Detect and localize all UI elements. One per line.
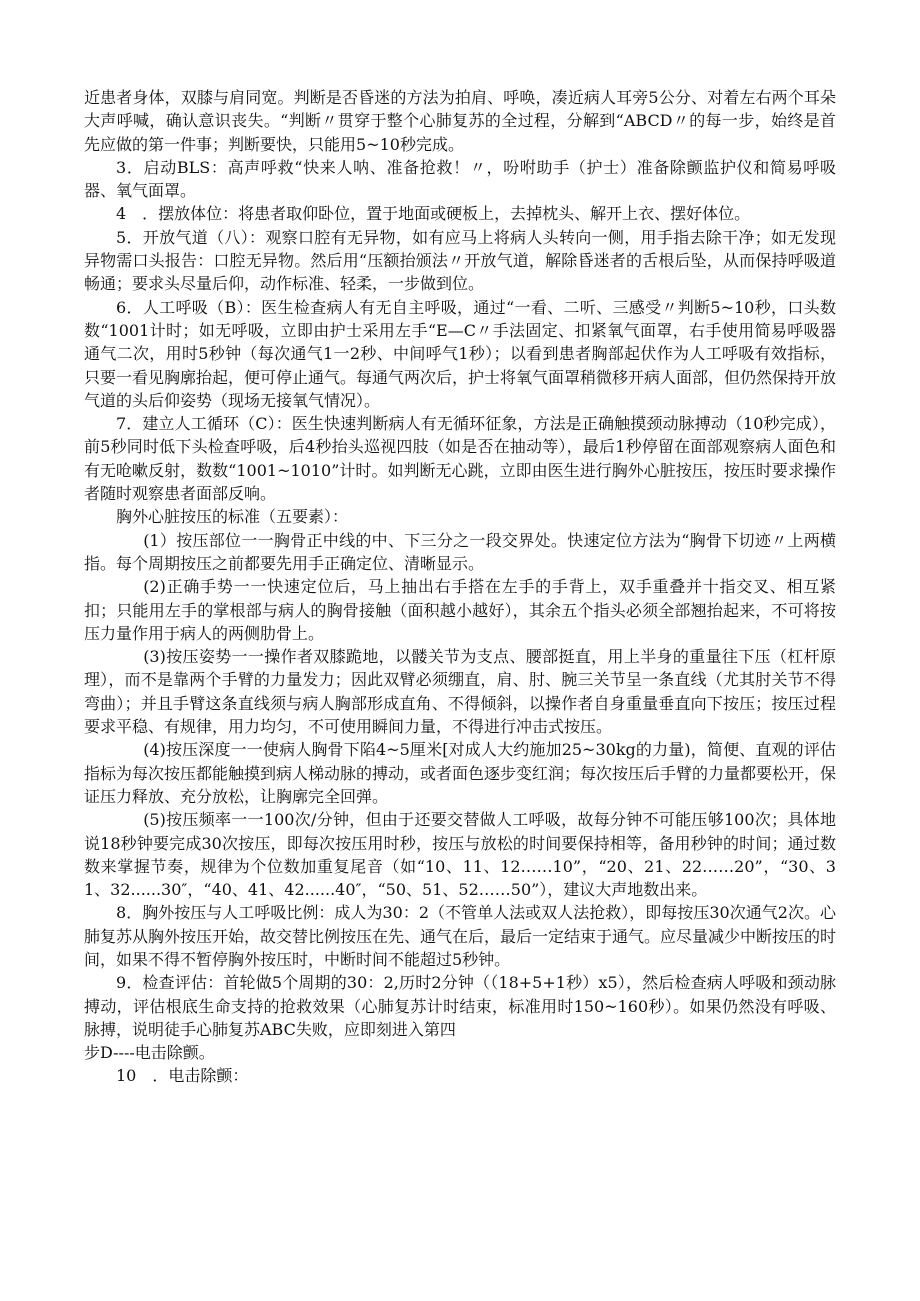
paragraph-compression-posture: (3)按压姿势一一操作者双膝跪地，以髅关节为支点、腰部挺直，用上半身的重量往下压（杠杆原理），而不是靠两个手臂的力量发力；因此双臂必须绷直，肩、肘、腕三关节呈一条直线（尤其肘关节不得弯曲）；并且手臂这条直线须与病人胸部形成直角、不得倾斜，以操作者自身重量垂直向下按压；按压过程要求平稳、有规律，用力均匀，不可使用瞬间力量，不得进行冲击式按压。 xyxy=(84,647,836,737)
paragraph-step-6: 6．人工呼吸（B）：医生检查病人有无自主呼吸，通过“一看、二听、三感受〃判断5~10秒，口头数数“1001计时；如无呼吸，立即由护士采用左手“E—C〃手法固定、扣紧氧气面罩，右手使用简易呼吸器通气二次，用时5秒钟（每次通气1一2秒、中间呼气1秒）；以看到患者胸部起伏作为人工呼吸有效指标，只要一看见胸廓抬起，便可停止通气。每通气两次后，护士将氧气面罩稍微移开病人面部，但仍然保持开放气道的头后仰姿势（现场无接氧气情况）。 xyxy=(84,297,837,410)
paragraph-step-7: 7．建立人工循环（C）：医生快速判断病人有无循环征象，方法是正确触摸颈动脉搏动（10秒完成），前5秒同时低下头检查呼吸，后4秒抬头巡视四肢（如是否在抽动等），最后1秒停留在面部观察病人面色和有无呛嗽反射，数数“1001~1010”计时。如判断无心跳，立即由医生进行胸外心脏按压，按压时要求操作者随时观察患者面部反响。 xyxy=(84,414,836,504)
paragraph-consciousness-check: 近患者身体，双膝与肩同宽。判断是否昏迷的方法为拍肩、呼唤，凑近病人耳旁5公分、对着左右两个耳朵大声呼喊，确认意识丧失。“判断〃贯穿于整个心肺复苏的全过程，分解到“ABCD〃的每一步，始终是首先应做的第一件事；判断要快，只能用5~10秒完成。 xyxy=(84,88,836,154)
paragraph-step-4: 4 ．摆放体位：将患者取仰卧位，置于地面或硬板上，去掉枕头、解开上衣、摆好体位。 xyxy=(116,204,751,224)
paragraph-compression-standards: 胸外心脏按压的标准（五要素）： xyxy=(116,507,349,527)
paragraph-step-d: 步D----电击除颤。 xyxy=(84,1043,215,1063)
paragraph-compression-position: (1）按压部位一一胸骨正中线的中、下三分之一段交界处。快速定位方法为“胸骨下切迹〃上两横指。每个周期按压之前都要先用手正确定位、清晰显示。 xyxy=(84,530,836,573)
paragraph-step-9: 9．检查评估：首轮做5个周期的30：2,历时2分钟（（18+5+1秒）x5），然后检查病人呼吸和颈动脉搏动，评估根底生命支持的抢救效果（心肺复苏计时结束，标准用时150~160秒）。如果仍然没有呼吸、脉搏，说明徒手心肺复苏ABC失败，应即刻进入第四 xyxy=(84,973,836,1039)
paragraph-step-8: 8．胸外按压与人工呼吸比例：成人为30：2（不管单人法或双人法抢救），即每按压30次通气2次。心肺复苏从胸外按压开始，故交替比例按压在先、通气在后，最后一定结束于通气。应尽量减少中断按压的时间，如果不得不暂停胸外按压时，中断时间不能超过5秒钟。 xyxy=(84,903,837,969)
paragraph-step-10: 10 ．电击除颤： xyxy=(116,1066,249,1086)
paragraph-step-3: 3．启动BLS：高声呼救“快来人呐、准备抢救！〃，吩咐助手（护士）准备除颤监护仪和简易呼吸器、氧气面罩。 xyxy=(84,157,836,201)
paragraph-compression-hand: (2)正确手势一一快速定位后，马上抽出右手搭在左手的手背上，双手重叠并十指交叉、相互紧扣；只能用左手的掌根部与病人的胸骨接触（面积越小越好），其余五个指头必须全部翘抬起来，不可将按压力量作用于病人的两侧肋骨上。 xyxy=(84,577,836,643)
paragraph-compression-depth: (4)按压深度一一使病人胸骨下陷4~5厘米[对成人大约施加25~30kg的力量)，简便、直观的评估指标为每次按压都能触摸到病人梯动脉的搏动，或者面色逐步变红润；每次按压后手臂的力量都要松开，保证压力释放、充分放松，让胸廓完全回弹。 xyxy=(84,740,837,806)
paragraph-step-5: 5．开放气道（八）：观察口腔有无异物，如有应马上将病人头转向一侧，用手指去除干净；如无发现异物需口头报告：口腔无异物。然后用“压额抬颁法〃开放气道，解除昏迷者的舌根后坠，从而保持呼吸道畅通；要求头尽量后仰，动作标准、轻柔，一步做到位。 xyxy=(84,227,836,294)
paragraph-compression-rate: (5)按压频率一一100次/分钟，但由于还要交替做人工呼吸，故每分钟不可能压够100次；具体地说18秒钟要完成30次按压，即每次按压用时秒，按压与放松的时间要保持相等，备用秒钟的时间；通过数数来掌握节奏，规律为个位数加重复尾音（如“10、11、12……10”，“20、21、22……20”，“30、31、32......30″，“40、41、42......40″，“50、51、52……50”），建议大声地数出来。 xyxy=(84,810,836,900)
